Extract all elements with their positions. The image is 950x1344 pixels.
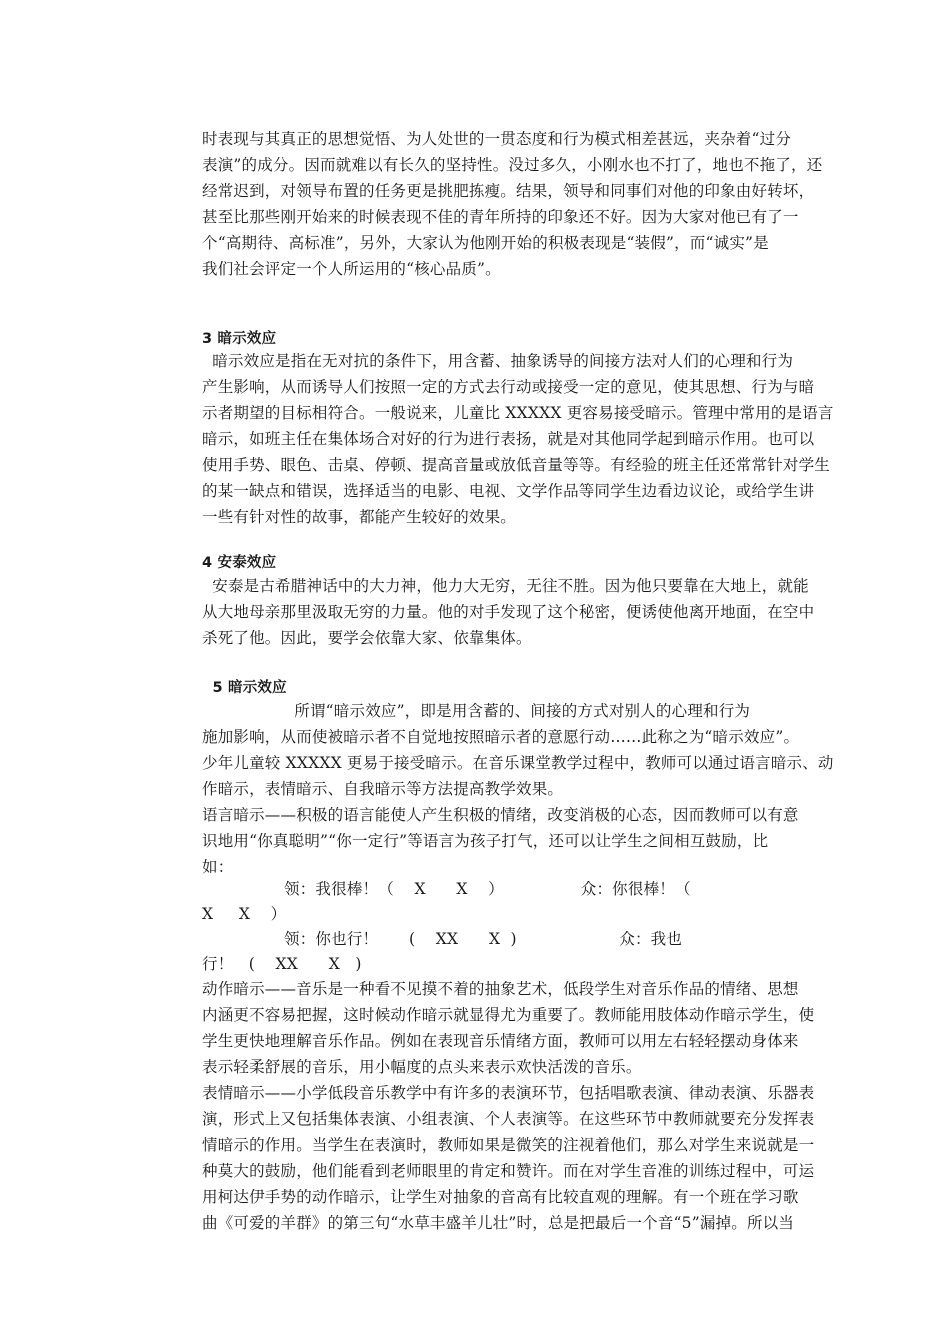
paragraph-line: 少年儿童较 XXXXX 更易于接受暗示。在音乐课堂教学过程中，教师可以通过语言暗示、动: [202, 754, 834, 772]
chant-line: X X ）: [202, 905, 287, 923]
paragraph-line: 时表现与其真正的思想觉悟、为人处世的一贯态度和行为模式相差甚远，夹杂着“过分: [202, 130, 792, 148]
section-heading: 5 暗示效应: [202, 680, 287, 696]
paragraph-line: 所谓“暗示效应”，即是用含蓄的、间接的方式对别人的心理和行为: [202, 702, 751, 720]
paragraph-line: 用柯达伊手势的动作暗示，让学生对抽象的音高有比较直观的理解。有一个班在学习歌: [202, 1188, 799, 1206]
paragraph-line: 我们社会评定一个人所运用的“核心品质”。: [202, 260, 501, 278]
paragraph-line: 情暗示的作用。当学生在表演时，教师如果是微笑的注视着他们，那么对学生来说就是一: [202, 1136, 815, 1154]
paragraph-line: 种莫大的鼓励，他们能看到老师眼里的肯定和赞许。而在对学生音准的训练过程中，可运: [202, 1162, 815, 1180]
paragraph-line: 动作暗示——音乐是一种看不见摸不着的抽象艺术，低段学生对音乐作品的情绪、思想: [202, 980, 799, 998]
paragraph-line: 暗示效应是指在无对抗的条件下，用含蓄、抽象诱导的间接方法对人们的心理和行为: [202, 352, 794, 370]
paragraph-line: 施加影响，从而使被暗示者不自觉地按照暗示者的意愿行动……此称之为“暗示效应”。: [202, 728, 800, 746]
paragraph-line: 如：: [202, 858, 234, 876]
section-heading: 3 暗示效应: [202, 331, 277, 347]
paragraph-line: 示者期望的目标相符合。一般说来，儿童比 XXXXX 更容易接受暗示。管理中常用的是语言: [202, 404, 834, 422]
paragraph-line: 产生影响，从而诱导人们按照一定的方式去行动或接受一定的意见，使其思想、行为与暗: [202, 378, 815, 396]
paragraph-line: 经常迟到，对领导布置的任务更是挑肥拣瘦。结果，领导和同事们对他的印象由好转坏，: [202, 182, 815, 200]
paragraph-line: 学生更快地理解音乐作品。例如在表现音乐情绪方面，教师可以用左右轻轻摆动身体来: [202, 1032, 799, 1050]
paragraph-line: 安泰是古希腊神话中的大力神，他力大无穷，无往不胜。因为他只要靠在大地上，就能: [202, 577, 809, 595]
paragraph-line: 表情暗示——小学低段音乐教学中有许多的表演环节，包括唱歌表演、律动表演、乐器表: [202, 1084, 815, 1102]
paragraph-line: 语言暗示——积极的语言能使人产生积极的情绪，改变消极的心态，因而教师可以有意: [202, 806, 799, 824]
paragraph-line: 杀死了他。因此，要学会依靠大家、依靠集体。: [202, 629, 532, 647]
paragraph-line: 一些有针对性的故事，都能产生较好的效果。: [202, 508, 517, 526]
paragraph-line: 曲《可爱的羊群》的第三句“水草丰盛羊儿壮”时，总是把最后一个音“5”漏掉。所以当: [202, 1214, 795, 1232]
section-heading: 4 安泰效应: [202, 555, 277, 571]
paragraph-line: 从大地母亲那里汲取无穷的力量。他的对手发现了这个秘密，便诱使他离开地面，在空中: [202, 603, 815, 621]
paragraph-line: 的某一缺点和错误，选择适当的电影、电视、文学作品等同学生边看边议论，或给学生讲: [202, 482, 815, 500]
paragraph-line: 内涵更不容易把握，这时候动作暗示就显得尤为重要了。教师能用肢体动作暗示学生，使: [202, 1006, 815, 1024]
paragraph-line: 暗示，如班主任在集体场合对好的行为进行表扬，就是对其他同学起到暗示作用。也可以: [202, 430, 815, 448]
paragraph-line: 个“高期待、高标准”，另外，大家认为他刚开始的积极表现是“装假”，而“诚实”是: [202, 234, 769, 252]
chant-line: 领：你也行！ ( XX X ) 众：我也: [202, 930, 683, 948]
paragraph-line: 作暗示，表情暗示、自我暗示等方法提高教学效果。: [202, 780, 564, 798]
chant-line: 行！ ( XX X ): [202, 955, 362, 973]
paragraph-line: 表示轻柔舒展的音乐，用小幅度的点头来表示欢快活泼的音乐。: [202, 1058, 642, 1076]
paragraph-line: 甚至比那些刚开始来的时候表现不佳的青年所持的印象还不好。因为大家对他已有了一: [202, 208, 799, 226]
paragraph-line: 使用手势、眼色、击桌、停顿、提高音量或放低音量等等。有经验的班主任还常常针对学生: [202, 456, 831, 474]
paragraph-line: 表演”的成分。因而就难以有长久的坚持性。没过多久，小刚水也不打了，地也不拖了，还: [202, 156, 823, 174]
paragraph-line: 识地用“你真聪明”“你一定行”等语言为孩子打气，还可以让学生之间相互鼓励，比: [202, 832, 769, 850]
chant-line: 领：我很棒！（ X X ） 众：你很棒！（: [202, 880, 691, 898]
paragraph-line: 演，形式上又包括集体表演、小组表演、个人表演等。在这些环节中教师就要充分发挥表: [202, 1110, 815, 1128]
